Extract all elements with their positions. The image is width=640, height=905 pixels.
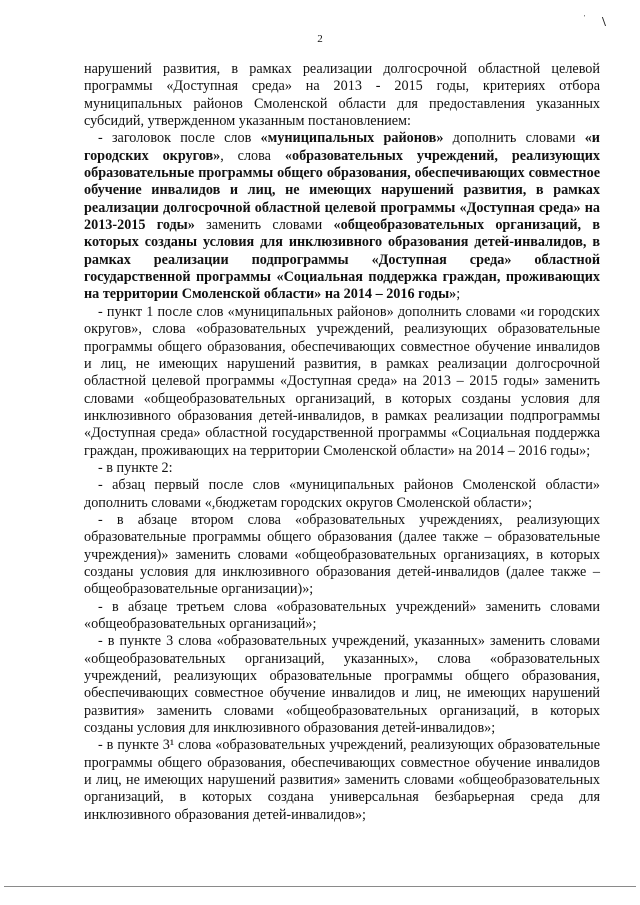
bold-text-run: «общеобразовательных организаций, в которых созданы условия для инклюзивного образования детей-инвалидов, в рамках реализации подпрограммы «Доступная среда» областной государственной программы «Социальная поддержка граждан, проживающих на территории Смоленской области» на 2014 – 2016 годы» xyxy=(84,217,600,303)
paragraph xyxy=(84,737,600,824)
paragraph xyxy=(84,130,600,303)
corner-mark: ' xyxy=(584,14,586,22)
paragraph xyxy=(84,512,600,599)
text-run: - в абзаце третьем слова «образовательных учреждений» заменить словами «общеобразовательных организаций»; xyxy=(84,598,600,632)
text-run: нарушений развития, в рамках реализации долгосрочной областной целевой программы «Доступная среда» на 2013 - 2015 годы, критериях отбора муниципальных районов Смоленской области для предоставления указанных субсидий, утвержденном указанным постановлением: xyxy=(84,61,600,130)
text-run: заменить словами xyxy=(194,217,334,234)
text-run: , слова xyxy=(220,147,285,164)
bold-text-run: «образовательных учреждений, реализующих образовательные программы общего образования, обеспечивающих совместное обучение инвалидов и лиц, не имеющих нарушений развития, в рамках реализации долгосрочной областной целевой программы «Доступная среда» на 2013-2015 годы» xyxy=(84,147,601,234)
document-body xyxy=(84,61,600,824)
text-run: - в пункте 3 слова «образовательных учреждений, указанных» заменить словами «общеобразовательных организаций, указанных», слова «образовательных учреждений, реализующих образовательные программы общего образования, обеспечивающих совместное обучение инвалидов и лиц, не имеющих нарушений развития» заменить словами «общеобразовательных организаций, в которых созданы условия для инклюзивного образования детей-инвалидов»; xyxy=(84,633,600,737)
text-run: - абзац первый после слов «муниципальных районов Смоленской области» дополнить словами «,бюджетам городских округов Смоленской области»; xyxy=(84,477,600,511)
text-run: - в абзаце втором слова «образовательных учреждениях, реализующих образовательные программы общего образования (далее также – образовательные учреждения)» заменить словами «общеобразовательных организациях, в которых созданы условия для инклюзивного образования детей-инвалидов (далее также – общеобразовательные организации)»; xyxy=(84,511,600,598)
bold-text-run: «муниципальных районов» xyxy=(260,130,444,147)
text-run: - в пункте 2: xyxy=(98,459,173,476)
paragraph xyxy=(84,477,600,512)
text-run: - заголовок после слов xyxy=(98,130,261,147)
paragraph xyxy=(84,61,600,130)
text-run: ; xyxy=(456,286,461,303)
paragraph xyxy=(84,633,600,737)
paragraph xyxy=(84,304,600,460)
page-bottom-rule xyxy=(4,886,636,887)
paragraph xyxy=(84,460,600,477)
text-run: дополнить словами xyxy=(443,130,585,147)
corner-mark: \ xyxy=(602,15,606,30)
page-number: 2 xyxy=(317,33,323,45)
bold-text-run: «и городских округов» xyxy=(84,130,600,164)
paragraph xyxy=(84,599,600,634)
text-run: - в пункте 3¹ слова «образовательных учреждений, реализующих образовательные программы общего образования, обеспечивающих совместное обучение инвалидов и лиц, не имеющих нарушений развития» заменить словами «общеобразовательных организаций, в которых создана универсальная безбарьерная среда для инклюзивного образования детей-инвалидов»; xyxy=(84,737,600,823)
text-run: - пункт 1 после слов «муниципальных районов» дополнить словами «и городских округов», слова «образовательных учреждений, реализующих образовательные программы общего образования, обеспечивающих совместное обучение инвалидов и лиц, не имеющих нарушений развития, в рамках реализации долгосрочной областной целевой программы «Доступная среда» на 2013 – 2015 годы» заменить словами «общеобразовательных организаций, в которых созданы условия для инклюзивного образования детей-инвалидов, в рамках реализации подпрограммы «Доступная среда» областной государственной программы «Социальная поддержка граждан, проживающих на территории Смоленской области» на 2014 – 2016 годы»; xyxy=(84,303,600,459)
